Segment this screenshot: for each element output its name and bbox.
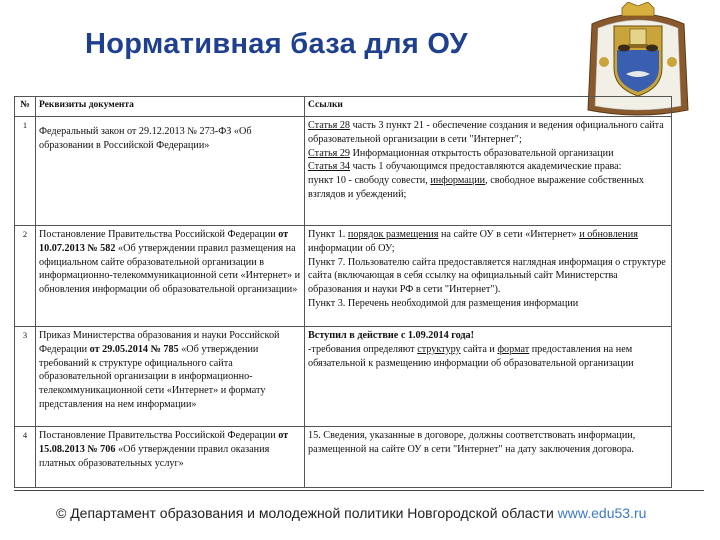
- table-row: [15, 327, 672, 427]
- document-requisites: Постановление Правительства Российской Федерации от 10.07.2013 № 582 «Об утверждении правил размещения на официальном сайте образовательной организации в информационно-телекоммуникационной сети «Интернет» и обновления информации об образовательной организации»: [36, 226, 305, 327]
- link-format[interactable]: формат: [497, 343, 530, 355]
- table-row: [15, 117, 672, 226]
- header-document: Реквизиты документа: [36, 97, 305, 117]
- header-num: №: [15, 97, 36, 117]
- footer-text: [56, 505, 646, 521]
- link-updating[interactable]: и обновления: [579, 229, 638, 240]
- link-placement-order[interactable]: порядок размещения: [347, 229, 439, 240]
- row-number: 3: [15, 327, 36, 427]
- footer-copyright: © Департамент образования и молодежной политики Новгородской области: [56, 505, 558, 521]
- document-references: Пункт 1. порядок размещения на сайте ОУ в сети «Интернет» и обновления информации об ОУ; Пункт 7. Пользователю сайта предоставляется наглядная информация о структуре сайта (включающая в себя ссылку на официальный сайт Министерства образования и науки РФ в сети "Интернет"). Пункт 3. Перечень необходимой для размещения информации: [305, 226, 672, 327]
- document-references: 15. Сведения, указанные в договоре, должны соответствовать информации, размещенной на сайте ОУ в сети "Интернет" на дату заключения договора.: [305, 427, 672, 488]
- page-title: Нормативная база для ОУ: [85, 28, 468, 60]
- document-requisites: Постановление Правительства Российской Федерации от 15.08.2013 № 706 «Об утверждении правил оказания платных образовательных услуг»: [36, 427, 305, 488]
- table-row: [15, 226, 672, 327]
- table-header-row: [15, 97, 672, 117]
- footer-website-link[interactable]: www.edu53.ru: [557, 505, 647, 521]
- normative-documents-table: [14, 96, 672, 488]
- row-number: 1: [15, 117, 36, 226]
- row-number: 2: [15, 226, 36, 327]
- document-references: Статья 28 часть 3 пункт 21 - обеспечение создания и ведения официального сайта образовательной организации в сети "Интернет"; Статья 29 Информационная открытость образовательной организации Статья 34 часть 1 обучающимся предоставляются академические права: пункт 10 - свободу совести, информации, свободное выражение собственных взглядов и убеждений;: [305, 117, 672, 226]
- footer: [14, 490, 704, 531]
- header-links: Ссылки: [305, 97, 672, 117]
- link-structure[interactable]: структуру: [417, 343, 461, 355]
- table-row: [15, 427, 672, 488]
- link-article-29[interactable]: Статья 29: [308, 147, 351, 159]
- document-requisites: Федеральный закон от 29.12.2013 № 273-ФЗ «Об образовании в Российской Федерации»: [36, 117, 305, 226]
- document-references: Вступил в действие с 1.09.2014 года! -требования определяют структуру сайта и формат предоставления на нем обязательной к размещению информации об образовательной организации: [305, 327, 672, 427]
- link-article-28[interactable]: Статья 28: [308, 120, 351, 131]
- link-article-34[interactable]: Статья 34: [308, 161, 351, 173]
- row-number: 4: [15, 427, 36, 488]
- document-requisites: Приказ Министерства образования и науки Российской Федерации от 29.05.2014 № 785 «Об утверждении требований к структуре официального сайта образовательной организации в информационно-телекоммуникационной сети «Интернет» и формату представления на нем информации»: [36, 327, 305, 427]
- link-information[interactable]: информации: [430, 175, 486, 187]
